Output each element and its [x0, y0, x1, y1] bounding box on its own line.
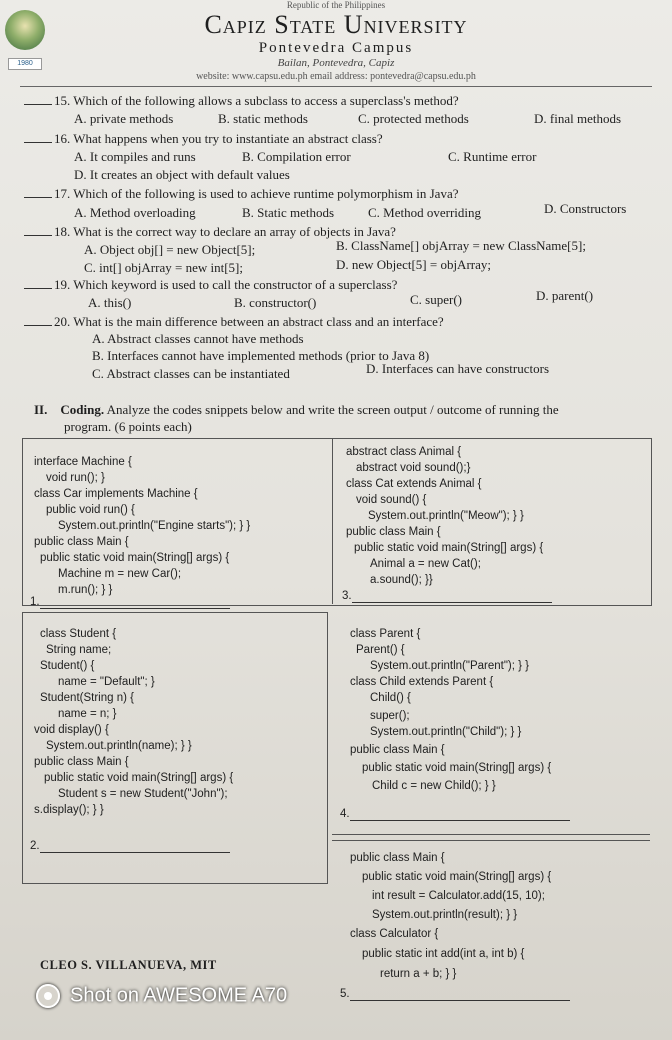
s3-line-7: public static void main(String[] args) { [354, 542, 544, 554]
s5-line-2: public static void main(String[] args) { [362, 871, 552, 883]
section-ii-instruction: program. (6 points each) [64, 419, 192, 434]
s4-line-8: public class Main { [350, 744, 445, 756]
s2-line-10: public static void main(String[] args) { [44, 772, 234, 784]
s2-line-2: String name; [46, 644, 112, 656]
question-18: 18. What is the correct way to declare an array of objects in Java? [24, 224, 396, 240]
q15-option-a: A. private methods [74, 111, 174, 126]
q17-option-d: D. Constructors [544, 201, 627, 216]
question-17: 17. Which of the following is used to achieve runtime polymorphism in Java? [24, 186, 459, 202]
s1-line-3: class Car implements Machine { [34, 488, 198, 500]
republic-line: Republic of the Philippines [286, 0, 386, 10]
s4-line-1: class Parent { [350, 628, 421, 640]
q20-option-a: A. Abstract classes cannot have methods [92, 331, 304, 346]
camera-shutter-icon [36, 984, 60, 1008]
q17-option-c: C. Method overriding [368, 205, 482, 220]
s2-line-8: System.out.println(name); } } [46, 740, 192, 752]
logo-year-badge: 1980 [8, 58, 42, 70]
question-16: 16. What happens when you try to instantiate an abstract class? [24, 131, 383, 147]
q16-option-a: A. It compiles and runs [74, 149, 196, 164]
answer-5[interactable]: 5. [340, 988, 570, 1001]
s2-line-11: Student s = new Student("John"); [58, 788, 228, 800]
s3-line-2: abstract void sound();} [356, 462, 471, 474]
s4-line-4: class Child extends Parent { [350, 676, 494, 688]
question-20: 20. What is the main difference between an abstract class and an interface? [24, 314, 444, 330]
q19-option-c: C. super() [410, 292, 462, 307]
s3-line-4: void sound() { [356, 494, 427, 506]
q16-option-b: B. Compilation error [242, 149, 351, 164]
section-ii-heading: II. Coding. Analyze the codes snippets below and write the screen output / outcome of running the [34, 402, 559, 417]
q20-option-d: D. Interfaces can have constructors [366, 361, 549, 376]
q15-option-b: B. static methods [218, 111, 308, 126]
s2-line-7: void display() { [34, 724, 109, 736]
code-box-top-divider [332, 438, 333, 604]
q16-option-c: C. Runtime error [448, 149, 537, 164]
s2-line-5: Student(String n) { [40, 692, 134, 704]
s1-line-4: public void run() { [46, 504, 135, 516]
s2-line-4: name = "Default"; } [58, 676, 155, 688]
website-line: website: www.capsu.edu.ph email address: pontevedra@capsu.edu.ph [196, 71, 476, 82]
q16-option-d: D. It creates an object with default values [74, 167, 290, 182]
s2-line-1: class Student { [40, 628, 117, 640]
q20-option-b: B. Interfaces cannot have implemented methods (prior to Java 8) [92, 348, 430, 363]
code-box-5-top [332, 840, 650, 841]
s4-line-10: Child c = new Child(); } } [372, 780, 496, 792]
s4-line-6: super(); [370, 710, 410, 722]
q19-option-b: B. constructor() [234, 295, 317, 310]
q19-option-a: A. this() [88, 295, 132, 310]
s3-line-3: class Cat extends Animal { [346, 478, 482, 490]
answer-4[interactable]: 4. [340, 808, 570, 821]
s2-line-9: public class Main { [34, 756, 129, 768]
campus-address: Bailan, Pontevedra, Capiz [277, 57, 395, 69]
s1-line-5: System.out.println("Engine starts"); } } [58, 520, 251, 532]
s1-line-9: m.run(); } } [58, 584, 113, 596]
q20-option-c: C. Abstract classes can be instantiated [92, 366, 290, 381]
s4-line-2: Parent() { [356, 644, 405, 656]
header-divider [20, 86, 652, 87]
s1-line-2: void run(); } [46, 472, 105, 484]
s4-line-7: System.out.println("Child"); } } [370, 726, 522, 738]
s5-line-7: return a + b; } } [380, 968, 457, 980]
s3-line-6: public class Main { [346, 526, 441, 538]
q19-option-d: D. parent() [536, 288, 594, 303]
s1-line-1: interface Machine { [34, 456, 132, 468]
s1-line-6: public class Main { [34, 536, 129, 548]
s4-line-3: System.out.println("Parent"); } } [370, 660, 530, 672]
s5-line-4: System.out.println(result); } } [372, 909, 518, 921]
s1-line-8: Machine m = new Car(); [58, 568, 182, 580]
q18-option-d: D. new Object[5] = objArray; [336, 257, 491, 272]
answer-3[interactable]: 3. [342, 590, 552, 603]
s4-line-5: Child() { [370, 692, 411, 704]
camera-watermark: Shot on AWESOME A70 [36, 984, 287, 1008]
s5-line-6: public static int add(int a, int b) { [362, 948, 525, 960]
s3-line-9: a.sound(); }} [370, 574, 433, 586]
answer-1[interactable]: 1. [30, 596, 230, 609]
q15-option-c: C. protected methods [358, 111, 469, 126]
q18-option-b: B. ClassName[] objArray = new ClassName[5]; [336, 238, 586, 253]
s3-line-1: abstract class Animal { [346, 446, 462, 458]
q18-option-c: C. int[] objArray = new int[5]; [84, 260, 243, 275]
s2-line-12: s.display(); } } [34, 804, 104, 816]
teacher-name: CLEO S. VILLANUEVA, MIT [40, 958, 217, 972]
s4-line-9: public static void main(String[] args) { [362, 762, 552, 774]
s5-line-3: int result = Calculator.add(15, 10); [372, 890, 545, 902]
question-19: 19. Which keyword is used to call the constructor of a superclass? [24, 277, 397, 293]
q17-option-b: B. Static methods [242, 205, 335, 220]
q15-option-d: D. final methods [534, 111, 622, 126]
question-15: 15. Which of the following allows a subclass to access a superclass's method? [24, 93, 459, 109]
s5-line-1: public class Main { [350, 852, 445, 864]
campus-name: Pontevedra Campus [258, 40, 414, 56]
s2-line-6: name = n; } [58, 708, 117, 720]
s3-line-5: System.out.println("Meow"); } } [368, 510, 524, 522]
s3-line-8: Animal a = new Cat(); [370, 558, 481, 570]
answer-2[interactable]: 2. [30, 840, 230, 853]
q17-option-a: A. Method overloading [74, 205, 196, 220]
university-name: Capiz State University [204, 10, 468, 39]
s5-line-5: class Calculator { [350, 928, 439, 940]
s1-line-7: public static void main(String[] args) { [40, 552, 230, 564]
q18-option-a: A. Object obj[] = new Object[5]; [84, 242, 256, 257]
s2-line-3: Student() { [40, 660, 95, 672]
